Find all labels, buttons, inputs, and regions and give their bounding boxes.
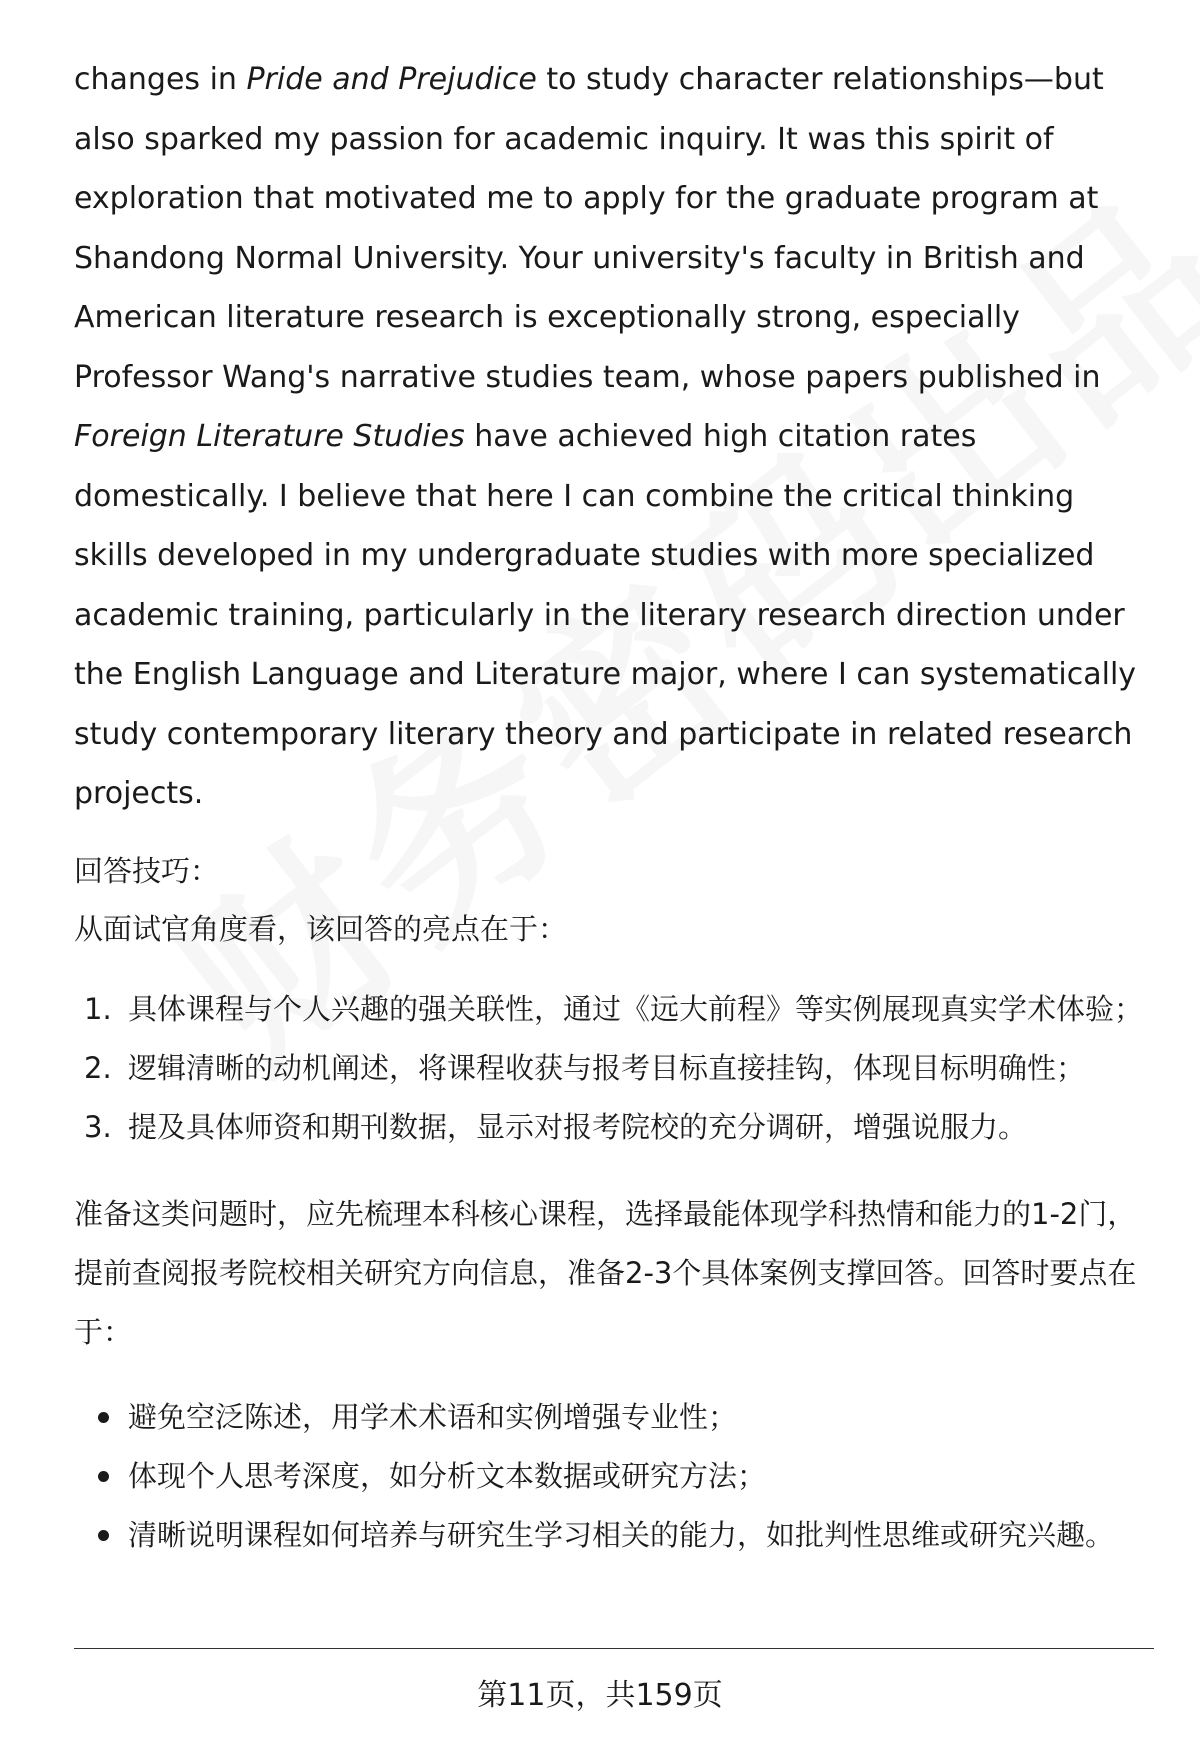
highlights-list xyxy=(74,980,1154,1157)
list-item-text: 具体课程与个人兴趣的强关联性，通过《远大前程》等实例展现真实学术体验； xyxy=(128,991,1144,1026)
document-page xyxy=(74,50,1154,1565)
bullet-dot-icon xyxy=(98,1412,109,1423)
list-item-number: 1. xyxy=(84,991,112,1026)
tips-label: 回答技巧： xyxy=(74,853,220,888)
list-item-number: 3. xyxy=(84,1109,112,1144)
english-answer-paragraph xyxy=(74,50,1154,824)
list-item xyxy=(74,980,1154,1039)
paragraph-text-part-2: to study character relationships—but also sparked my passion for academic inquiry. It was this spirit of exploration that motivated me to apply for the graduate program at Shandong Normal University. Your university's faculty in British and American literature research is exceptionally strong, especially Professor Wang's narrative studies team, whose papers published in xyxy=(74,62,1104,395)
preparation-paragraph: 准备这类问题时，应先梳理本科核心课程，选择最能体现学科热情和能力的1-2门，提前查阅报考院校相关研究方向信息，准备2-3个具体案例支撑回答。回答时要点在于： xyxy=(74,1196,1137,1349)
list-item-text: 避免空泛陈述，用学术术语和实例增强专业性； xyxy=(128,1399,738,1434)
key-points-list xyxy=(74,1388,1154,1565)
list-item xyxy=(74,1039,1154,1098)
list-item-text: 体现个人思考深度，如分析文本数据或研究方法； xyxy=(128,1458,767,1493)
bullet-dot-icon xyxy=(98,1530,109,1541)
list-item xyxy=(74,1388,1154,1447)
journal-title-foreign-literature-studies: Foreign Literature Studies xyxy=(74,419,465,454)
paragraph-text-part-3: have achieved high citation rates domestically. I believe that here I can combine the critical thinking skills developed in my undergraduate studies with more specialized academic training, particularly in the literary research direction under the English Language and Literature major, where I can systematically study contemporary literary theory and participate in related research projects. xyxy=(74,419,1137,811)
list-item xyxy=(74,1447,1154,1506)
page-number: 第11页，共159页 xyxy=(477,1678,723,1713)
list-item-text: 清晰说明课程如何培养与研究生学习相关的能力，如批判性思维或研究兴趣。 xyxy=(128,1517,1115,1552)
list-item-text: 逻辑清晰的动机阐述，将课程收获与报考目标直接挂钩，体现目标明确性； xyxy=(128,1050,1086,1085)
tips-intro: 从面试官角度看，该回答的亮点在于： xyxy=(74,911,568,946)
list-item xyxy=(74,1098,1154,1157)
book-title-pride-and-prejudice: Pride and Prejudice xyxy=(246,62,537,97)
paragraph-text-part-1: changes in xyxy=(74,62,247,97)
footer-divider xyxy=(74,1648,1154,1649)
bullet-dot-icon xyxy=(98,1471,109,1482)
list-item-number: 2. xyxy=(84,1050,112,1085)
list-item-text: 提及具体师资和期刊数据，显示对报考院校的充分调研，增强说服力。 xyxy=(128,1109,1028,1144)
list-item xyxy=(74,1506,1154,1565)
